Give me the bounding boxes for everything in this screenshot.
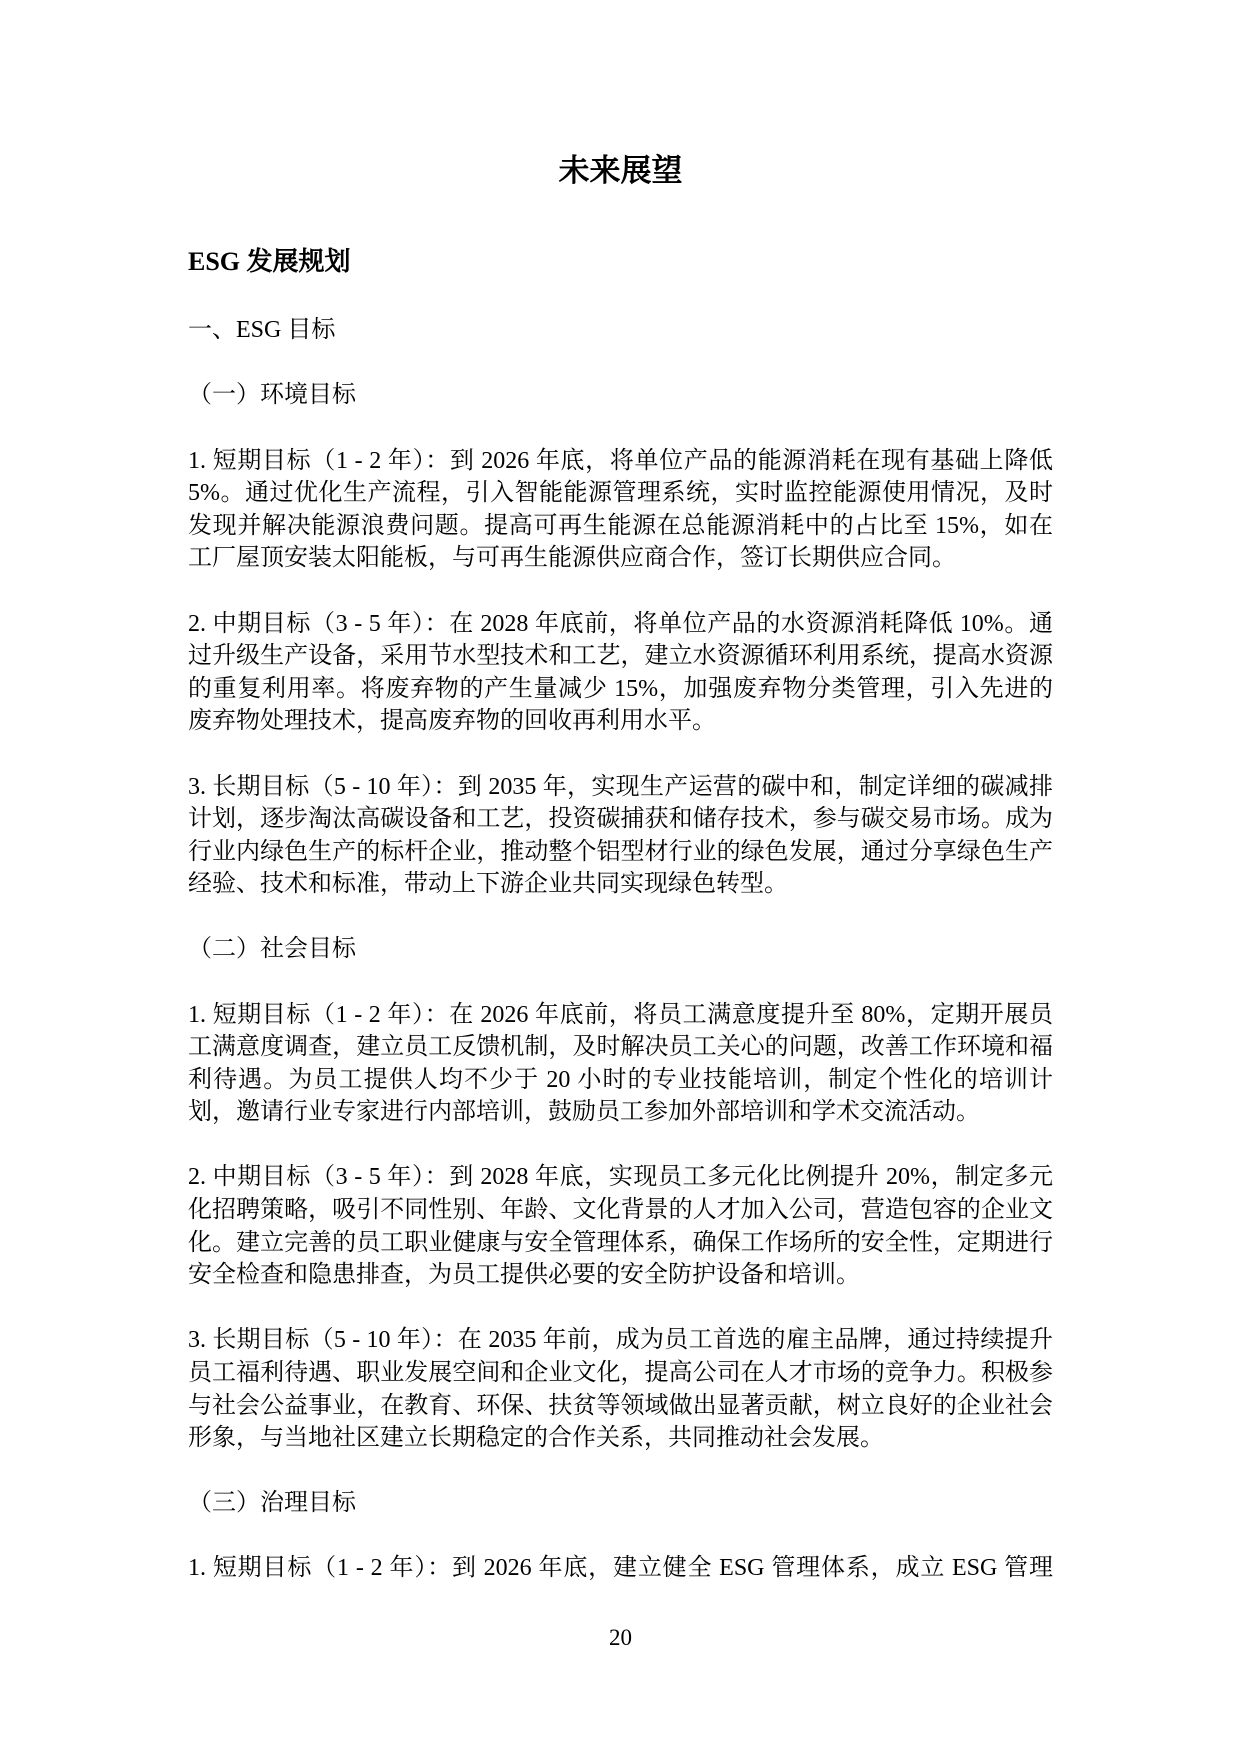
- section-environment-label: （一）环境目标: [188, 382, 356, 408]
- section-governance-label: （三）治理目标: [188, 1489, 356, 1516]
- section-social: [188, 932, 1053, 1455]
- paragraph-environment-long-term: 3. 长期目标（5 - 10 年）：到 2035 年，实现生产运营的碳中和，制定详细的碳减排计划，逐步淘汰高碳设备和工艺，投资碳捕获和储存技术，参与碳交易市场。成为行业内绿色生产的标杆企业，推动整个铝型材行业的绿色发展，通过分享绿色生产经验、技术和标准，带动上下游企业共同实现绿色转型。: [188, 773, 1053, 898]
- esg-plan-heading: ESG 发展规划: [188, 247, 351, 276]
- document-title: 未来展望: [558, 153, 683, 188]
- paragraph-environment-mid-term: 2. 中期目标（3 - 5 年）：在 2028 年底前，将单位产品的水资源消耗降低 10%。通过升级生产设备，采用节水型技术和工艺，建立水资源循环利用系统，提高水资源的重复利用率。将废弃物的产生量减少 15%，加强废弃物分类管理，引入先进的废弃物处理技术，提高废弃物的回收再利用水平。: [188, 610, 1053, 735]
- esg-goals-heading: 一、ESG 目标: [188, 317, 336, 343]
- page-footer: [0, 1624, 1241, 1652]
- page-content: [188, 0, 1053, 1585]
- section-governance: [188, 1486, 1053, 1585]
- section-social-label: （二）社会目标: [188, 935, 356, 962]
- paragraph-social-short-term: 1. 短期目标（1 - 2 年）：在 2026 年底前，将员工满意度提升至 80%，定期开展员工满意度调查，建立员工反馈机制，及时解决员工关心的问题，改善工作环境和福利待遇。为员工提供人均不少于 20 小时的专业技能培训，制定个性化的培训计划，邀请行业专家进行内部培训，鼓励员工参加外部培训和学术交流活动。: [188, 1001, 1053, 1126]
- section-environment: [188, 378, 1053, 901]
- paragraph-social-long-term: 3. 长期目标（5 - 10 年）：在 2035 年前，成为员工首选的雇主品牌，通过持续提升员工福利待遇、职业发展空间和企业文化，提高公司在人才市场的竞争力。积极参与社会公益事业，在教育、环保、扶贫等领域做出显著贡献，树立良好的企业社会形象，与当地社区建立长期稳定的合作关系，共同推动社会发展。: [188, 1327, 1053, 1452]
- paragraph-social-mid-term: 2. 中期目标（3 - 5 年）：到 2028 年底，实现员工多元化比例提升 20%，制定多元化招聘策略，吸引不同性别、年龄、文化背景的人才加入公司，营造包容的企业文化。建立完善的员工职业健康与安全管理体系，确保工作场所的安全性，定期进行安全检查和隐患排查，为员工提供必要的安全防护设备和培训。: [188, 1164, 1053, 1289]
- paragraph-governance-short-term: 1. 短期目标（1 - 2 年）：到 2026 年底，建立健全 ESG 管理体系，成立 ESG 管理: [188, 1555, 1053, 1582]
- page-number: 20: [609, 1625, 632, 1650]
- paragraph-environment-short-term: 1. 短期目标（1 - 2 年）：到 2026 年底，将单位产品的能源消耗在现有基础上降低 5%。通过优化生产流程，引入智能能源管理系统，实时监控能源使用情况，及时发现并解决能源浪费问题。提高可再生能源在总能源消耗中的占比至 15%，如在工厂屋顶安装太阳能板，与可再生能源供应商合作，签订长期供应合同。: [188, 447, 1053, 572]
